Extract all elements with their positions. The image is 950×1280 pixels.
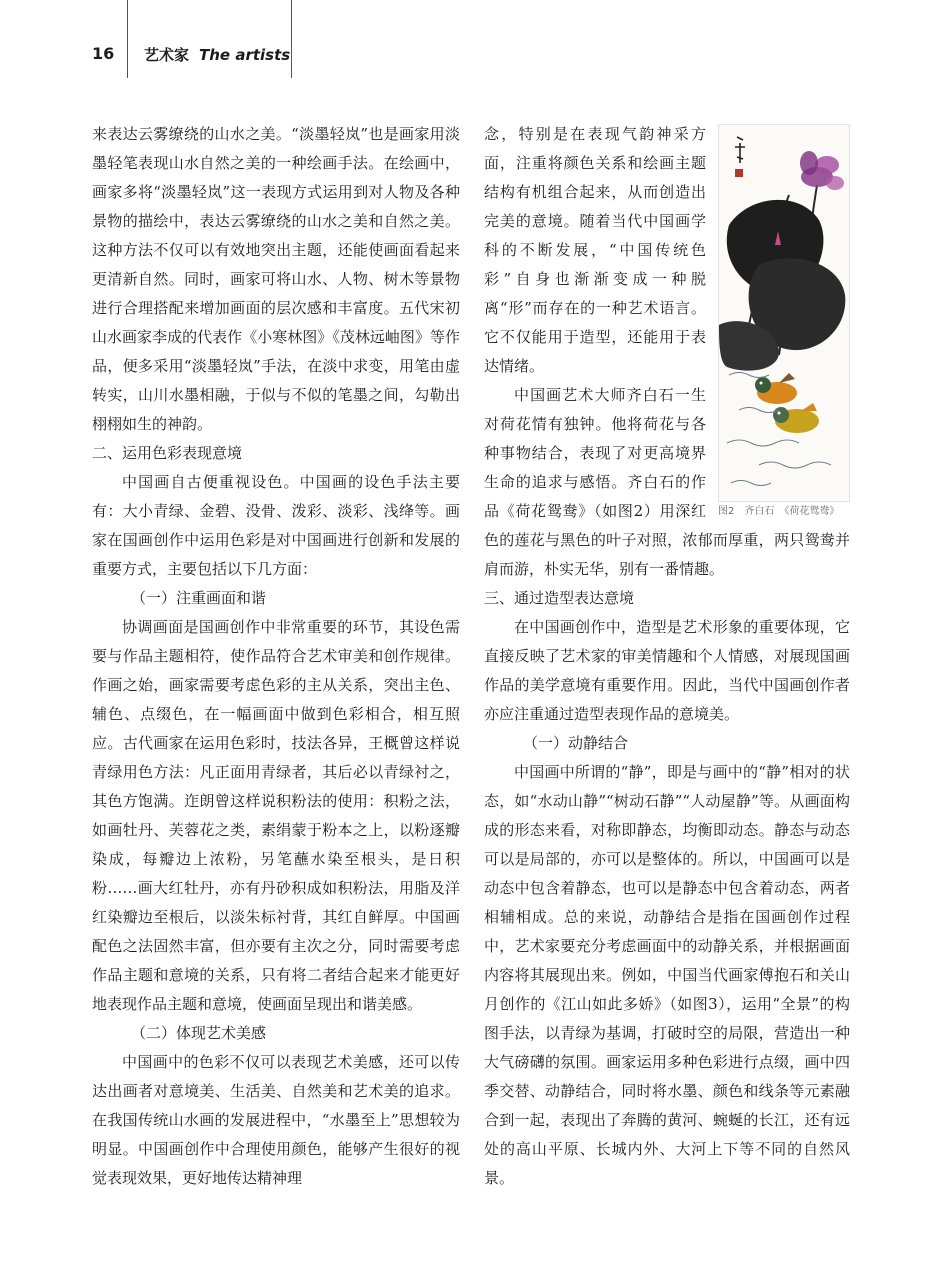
right-column: [484, 120, 850, 1193]
left-column: [92, 120, 460, 1193]
paragraph: 中国画自古便重视设色。中国画的设色手法主要有：大小青绿、金碧、没骨、泼彩、淡彩、浅绛等。画家在国画创作中运用色彩是对中国画进行创新和发展的重要方式，主要包括以下几方面：: [92, 473, 460, 578]
section-heading: 二、运用色彩表现意境: [92, 444, 243, 462]
subsection-heading: （一）动静结合: [523, 734, 629, 752]
paragraph: 在中国画创作中，造型是艺术形象的重要体现，它直接反映了艺术家的审美情趣和个人情感，对展现国画作品的美学意境有重要作用。因此，当代中国画创作者亦应注重通过造型表现作品的意境美。: [484, 618, 850, 723]
paragraph: 来表达云雾缭绕的山水之美。“淡墨轻岚”也是画家用淡墨轻笔表现山水自然之美的一种绘画手法。在绘画中，画家多将“淡墨轻岚”这一表现方式运用到对人物及各种景物的描绘中，表达云雾缭绕的山水之美和自然之美。这种方法不仅可以有效地突出主题，还能使画面看起来更清新自然。同时，画家可将山水、人物、树木等景物进行合理搭配来增加画面的层次感和丰富度。五代宋初山水画家李成的代表作《小寒林图》《茂林远岫图》等作品，便多采用“淡墨轻岚”手法，在淡中求变，用笔由虚转实，山川水墨相融，于似与不似的笔墨之间，勾勒出栩栩如生的神韵。: [92, 125, 460, 433]
header-divider-right: [291, 0, 292, 78]
figure-2: [718, 124, 850, 520]
magazine-title: [144, 44, 290, 65]
magazine-title-zh: 艺术家: [144, 46, 190, 64]
subsection-heading: （一）注重画面和谐: [131, 589, 267, 607]
subsection-heading: （二）体现艺术美感: [131, 1024, 267, 1042]
paragraph: 中国画艺术大师齐白石一生对荷花情有独钟。他将荷花与各种事物结合，表现了对更高境界生命的追求与感悟。齐白石的作品《荷花鸳鸯》（如图2）用深红色的莲花与黑色的叶子对照，浓郁而厚重，两只鸳鸯并肩而游，朴实无华，别有一番情趣。: [484, 386, 850, 578]
header-divider-left: [127, 0, 128, 78]
lotus-mandarin-ducks-painting: [718, 124, 850, 502]
paragraph: 协调画面是国画创作中非常重要的环节，其设色需要与作品主题相符，使作品符合艺术审美和创作规律。作画之始，画家需要考虑色彩的主从关系，突出主色、辅色、点缀色，在一幅画面中做到色彩相合，相互照应。古代画家在运用色彩时，技法各异，王概曾这样说青绿用色方法：凡正面用青绿者，其后必以青绿衬之，其色方饱满。迮朗曾这样说积粉法的使用：积粉之法，如画牡丹、芙蓉花之类，素绢蒙于粉本之上，以粉逐瓣染成，每瓣边上浓粉，另笔蘸水染至根头，是日积粉……画大红牡丹，亦有丹砂积成如积粉法，用脂及洋红染瓣边至根后，以淡朱标衬背，其红自鲜厚。中国画配色之法固然丰富，但亦要有主次之分，同时需要考虑作品主题和意境的关系，只有将二者结合起来才能更好地表现作品主题和意境，使画面呈现出和谐美感。: [92, 618, 460, 1013]
paragraph: 中国画中所谓的“静”，即是与画中的“静”相对的状态，如“水动山静”“树动石静”“人动屋静”等。从画面构成的形态来看，对称即静态，均衡即动态。静态与动态可以是局部的，亦可以是整体的。所以，中国画可以是动态中包含着静态，也可以是静态中包含着动态，两者相辅相成。总的来说，动静结合是指在国画创作过程中，艺术家要充分考虑画面中的动静关系，并根据画面内容将其展现出来。例如，中国当代画家傅抱石和关山月创作的《江山如此多娇》（如图3），运用“全景”的构图手法，以青绿为基调，打破时空的局限，营造出一种大气磅礴的氛围。画家运用多种色彩进行点缀，画中四季交替、动静结合，同时将水墨、颜色和线条等元素融合到一起，表现出了奔腾的黄河、蜿蜒的长江，还有远处的高山平原、长城内外、大河上下等不同的自然风景。: [484, 763, 850, 1187]
section-heading: 三、通过造型表达意境: [484, 589, 635, 607]
paragraph: 念，特别是在表现气韵神采方面，注重将颜色关系和绘画主题结构有机组合起来，从而创造出完美的意境。随着当代中国画学科的不断发展，“中国传统色彩”自身也渐渐变成一种脱离“形”而存在的一种艺术语言。它不仅能用于造型，还能用于表达情绪。: [484, 125, 706, 375]
page-header: [0, 0, 950, 78]
paragraph: 中国画中的色彩不仅可以表现艺术美感，还可以传达出画者对意境美、生活美、自然美和艺术美的追求。在我国传统山水画的发展进程中，“水墨至上”思想较为明显。中国画创作中合理使用颜色，能够产生很好的视觉表现效果，更好地传达精神理: [92, 1053, 460, 1187]
magazine-title-en: The artists: [199, 46, 291, 64]
figure-caption: 图2 齐白石 《荷花鸳鸯》: [718, 506, 840, 517]
page-number: 16: [92, 44, 115, 63]
